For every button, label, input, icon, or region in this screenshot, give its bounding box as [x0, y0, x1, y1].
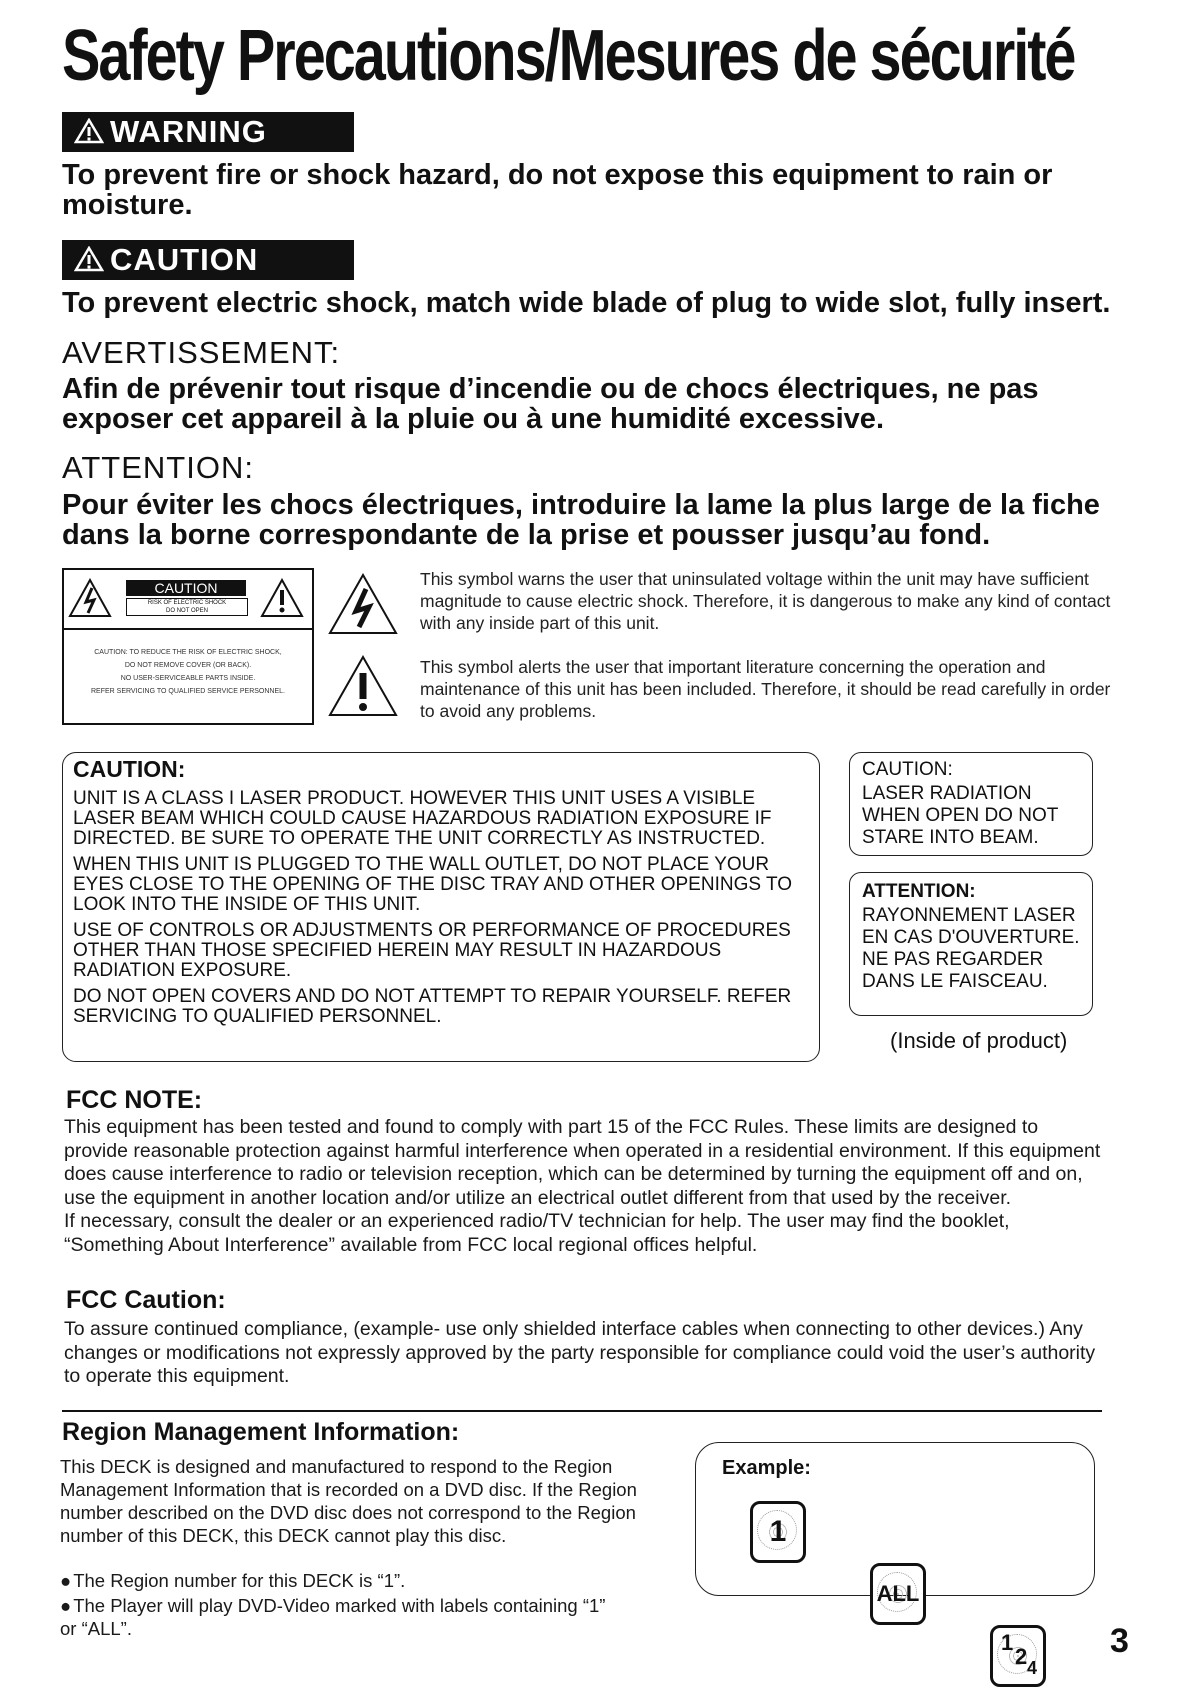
fcc-note-p1: This equipment has been tested and found to comply with part 15 of the FCC Rules. These limits are designed to provide reasonable protection against harmful interference when operated in a residential environment. If this equipment does cause interference to radio or television reception, which can be determined by turning the equipment off and on, use the equipment in another location and/or utilize an electrical outlet different from that used by the receiver. — [64, 1116, 1101, 1209]
laser-label-fr — [849, 872, 1093, 1016]
laser-caution-p1: UNIT IS A CLASS I LASER PRODUCT. HOWEVER THIS UNIT USES A VISIBLE LASER BEAM WHICH COULD CAUSE HAZARDOUS RADIATION EXPOSURE IF DIRECTED. BE SURE TO OPERATE THE UNIT CORRECTLY AS INSTRUCTED. — [73, 788, 772, 849]
laser-en-text: LASER RADIATION WHEN OPEN DO NOT STARE INTO BEAM. — [862, 783, 1058, 848]
warning-triangle-icon — [74, 114, 104, 154]
region-bullet-1: ● The Region number for this DECK is “1”. — [60, 1569, 665, 1592]
region-multi-icon — [990, 1625, 1046, 1687]
region-bullet-2: ● The Player will play DVD-Video marked with labels containing “1” or “ALL”. — [60, 1594, 620, 1640]
label-line4: REFER SERVICING TO QUALIFIED SERVICE PERSONNEL. — [91, 688, 285, 695]
lightning-triangle-icon — [68, 578, 112, 623]
laser-fr-text: RAYONNEMENT LASER EN CAS D'OUVERTURE. NE PAS REGARDER DANS LE FAISCEAU. — [862, 905, 1080, 992]
laser-caution-p2: WHEN THIS UNIT IS PLUGGED TO THE WALL OUTLET, DO NOT PLACE YOUR EYES CLOSE TO THE OPENING OF THE DISC TRAY AND OTHER OPENINGS TO LOOK INTO THE INSIDE OF THIS UNIT. — [73, 854, 793, 915]
laser-label-en — [849, 752, 1093, 856]
avertissement-text: Afin de prévenir tout risque d’incendie ou de chocs électriques, ne pas exposer cet appareil à la pluie ou à une humidité excessive. — [62, 373, 1039, 435]
warning-label: WARNING — [110, 114, 267, 149]
region-multi-c: 4 — [1027, 1658, 1038, 1678]
attention-text: Pour éviter les chocs électriques, introduire la lame la plus large de la fiche dans la borne correspondante de la prise et pousser jusqu’au fond. — [62, 489, 1100, 551]
lightning-symbol-text: This symbol warns the user that uninsulated voltage within the unit may have sufficient magnitude to cause electric shock. Therefore, it is dangerous to make any kind of contact with any inside part of this unit. — [420, 569, 1111, 633]
warning-text: To prevent fire or shock hazard, do not expose this equipment to rain or moisture. — [62, 159, 1053, 221]
region-text: This DECK is designed and manufactured to respond to the Region Management Information that is recorded on a DVD disc. If the Region number described on the DVD disc does not correspond to the Region number of this DECK, this DECK cannot play this disc. — [60, 1456, 637, 1546]
fcc-note-body — [64, 1116, 1104, 1257]
label-risk-line2: DO NOT OPEN — [166, 608, 208, 614]
caution-banner — [62, 240, 354, 280]
avertissement-heading: AVERTISSEMENT: — [62, 335, 341, 370]
fcc-note-p2: If necessary, consult the dealer or an experienced radio/TV technician for help. The user may find the booklet, “Something About Interference” available from FCC local regional offices helpful. — [64, 1210, 1010, 1256]
label-line1: CAUTION: TO REDUCE THE RISK OF ELECTRIC SHOCK, — [94, 649, 282, 656]
region-1-text: 1 — [769, 1515, 787, 1548]
inside-of-product-label: (Inside of product) — [890, 1028, 1068, 1053]
laser-fr-heading: ATTENTION: — [862, 881, 976, 902]
example-label: Example: — [722, 1457, 811, 1479]
region-all-text: ALL — [876, 1581, 920, 1606]
fcc-note-heading: FCC NOTE: — [66, 1086, 203, 1114]
laser-caution-p3: USE OF CONTROLS OR ADJUSTMENTS OR PERFORMANCE OF PROCEDURES OTHER THAN THOSE SPECIFIED HEREIN MAY RESULT IN HAZARDOUS RADIATION EXPOSURE. — [73, 920, 791, 981]
laser-caution-box — [62, 752, 820, 1062]
label-line3: NO USER-SERVICEABLE PARTS INSIDE. — [120, 675, 256, 682]
lightning-symbol-icon — [328, 573, 398, 640]
region-1-icon — [750, 1501, 806, 1563]
exclamation-symbol-icon — [328, 655, 398, 722]
exclamation-symbol-text: This symbol alerts the user that important literature concerning the operation and maintenance of this unit has been included. Therefore, it should be read carefully in order to avoid any problems. — [420, 657, 1111, 721]
caution-triangle-icon — [74, 242, 104, 282]
caution-text: To prevent electric shock, match wide blade of plug to wide slot, fully insert. — [62, 287, 1111, 319]
laser-en-heading: CAUTION: — [862, 759, 953, 780]
laser-caution-p4: DO NOT OPEN COVERS AND DO NOT ATTEMPT TO REPAIR YOURSELF. REFER SERVICING TO QUALIFIED PERSONNEL. — [73, 986, 792, 1027]
label-risk-line1: RISK OF ELECTRIC SHOCK — [147, 600, 227, 606]
region-multi-b: 2 — [1015, 1644, 1028, 1669]
exclamation-triangle-icon-small — [260, 578, 304, 623]
page-title: Safety Precautions/Mesures de sécurité — [62, 16, 1075, 96]
label-caution-bar: CAUTION — [126, 580, 246, 596]
label-line2: DO NOT REMOVE COVER (OR BACK). — [124, 662, 252, 669]
fcc-caution-heading: FCC Caution: — [66, 1286, 226, 1314]
region-multi-a: 1 — [1001, 1630, 1014, 1655]
laser-caution-heading: CAUTION: — [73, 756, 186, 782]
region-example-box — [695, 1442, 1095, 1678]
fcc-caution-text: To assure continued compliance, (example- use only shielded interface cables when connecting to other devices.) Any changes or modifications not expressly approved by the party responsible for compliance could void the user’s authority to operate this equipment. — [64, 1318, 1096, 1387]
caution-label: CAUTION — [110, 242, 259, 277]
region-heading: Region Management Information: — [62, 1418, 460, 1446]
region-all-icon — [870, 1563, 926, 1625]
section-divider — [62, 1410, 1102, 1412]
page-number: 3 — [1110, 1622, 1129, 1660]
warning-banner — [62, 112, 354, 152]
attention-heading: ATTENTION: — [62, 450, 254, 485]
caution-label-image — [62, 568, 314, 725]
